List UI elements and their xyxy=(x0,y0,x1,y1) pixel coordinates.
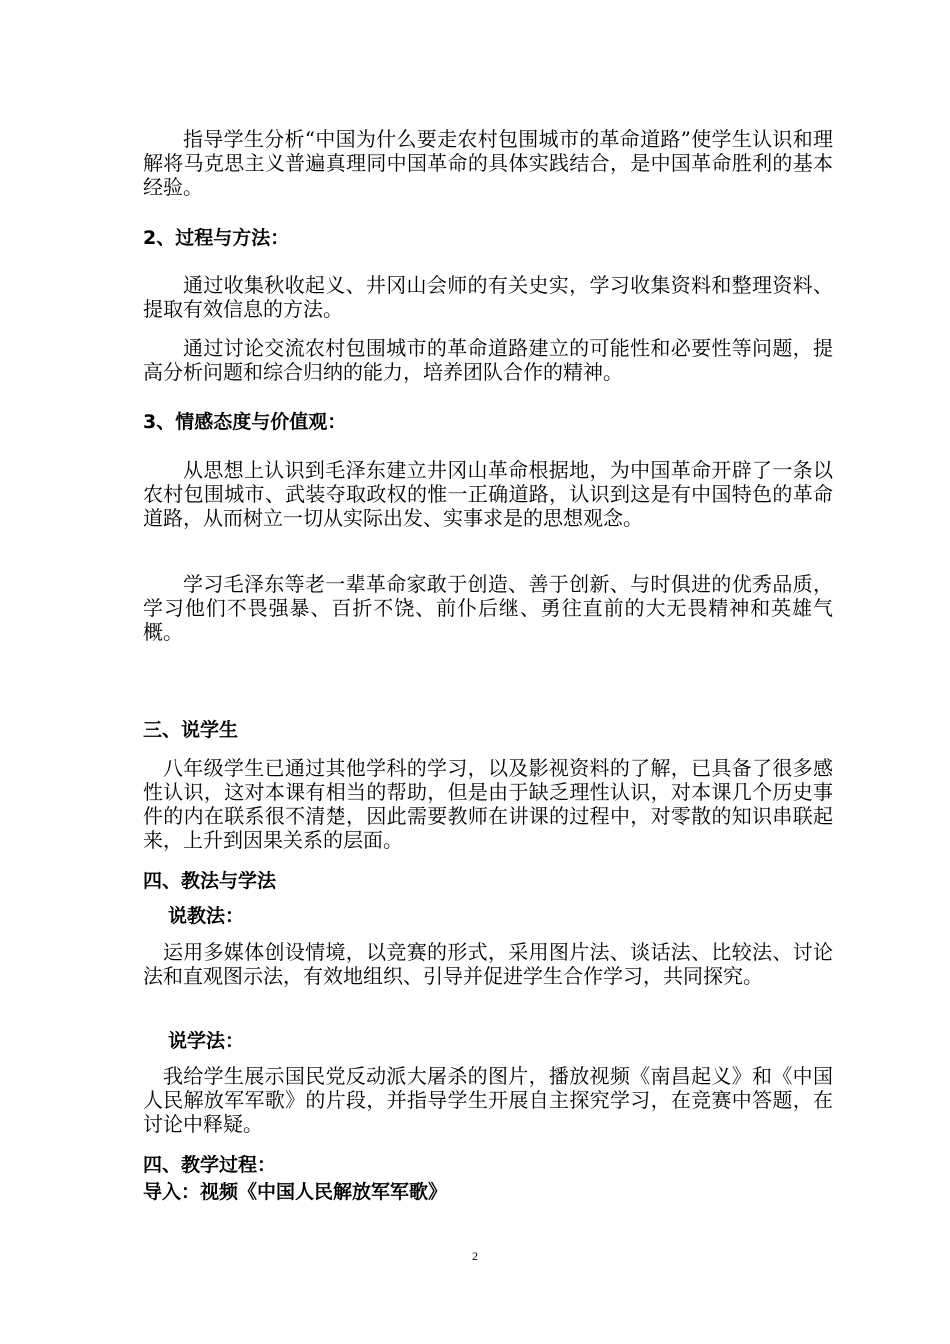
heading-teaching-method: 说教法： xyxy=(168,905,245,927)
paragraph-process-discuss: 通过讨论交流农村包围城市的革命道路建立的可能性和必要性等问题，提高分析问题和综合归纳的能力，培养团队合作的精神。 xyxy=(143,336,833,384)
heading-emotion-values: 3、情感态度与价值观： xyxy=(143,411,347,433)
heading-teaching-process: 四、教学过程： xyxy=(143,1154,277,1176)
paragraph-learning-method: 我给学生展示国民党反动派大屠杀的图片，播放视频《南昌起义》和《中国人民解放军军歌》的片段，并指导学生开展自主探究学习，在竞赛中答题，在讨论中释疑。 xyxy=(143,1064,833,1136)
heading-process-and-method: 2、过程与方法： xyxy=(143,227,290,249)
heading-teaching-learning-methods: 四、教法与学法 xyxy=(143,870,277,892)
heading-learning-method: 说学法： xyxy=(168,1030,245,1052)
paragraph-teaching-method: 运用多媒体创设情境，以竞赛的形式，采用图片法、谈话法、比较法、讨论法和直观图示法，有效地组织、引导并促进学生合作学习，共同探究。 xyxy=(143,940,833,988)
paragraph-objective-analysis: 指导学生分析“中国为什么要走农村包围城市的革命道路”使学生认识和理解将马克思主义普遍真理同中国革命的具体实践结合，是中国革命胜利的基本经验。 xyxy=(143,127,833,199)
heading-introduction: 导入：视频《中国人民解放军军歌》 xyxy=(143,1181,448,1203)
paragraph-process-collect: 通过收集秋收起义、井冈山会师的有关史实，学习收集资料和整理资料、提取有效信息的方法。 xyxy=(143,273,833,321)
page-number: 2 xyxy=(472,1249,478,1263)
paragraph-students: 八年级学生已通过其他学科的学习，以及影视资料的了解，已具备了很多感性认识，这对本课有相当的帮助，但是由于缺乏理性认识，对本课几个历史事件的内在联系很不清楚，因此需要教师在讲课的过程中，对零散的知识串联起来，上升到因果关系的层面。 xyxy=(143,756,833,852)
paragraph-emotion-learn: 学习毛泽东等老一辈革命家敢于创造、善于创新、与时俱进的优秀品质，学习他们不畏强暴、百折不饶、前仆后继、勇往直前的大无畏精神和英雄气概。 xyxy=(143,572,833,644)
heading-students: 三、说学生 xyxy=(143,719,239,741)
paragraph-emotion-thought: 从思想上认识到毛泽东建立井冈山革命根据地，为中国革命开辟了一条以农村包围城市、武装夺取政权的惟一正确道路，认识到这是有中国特色的革命道路，从而树立一切从实际出发、实事求是的思想观念。 xyxy=(143,458,833,530)
